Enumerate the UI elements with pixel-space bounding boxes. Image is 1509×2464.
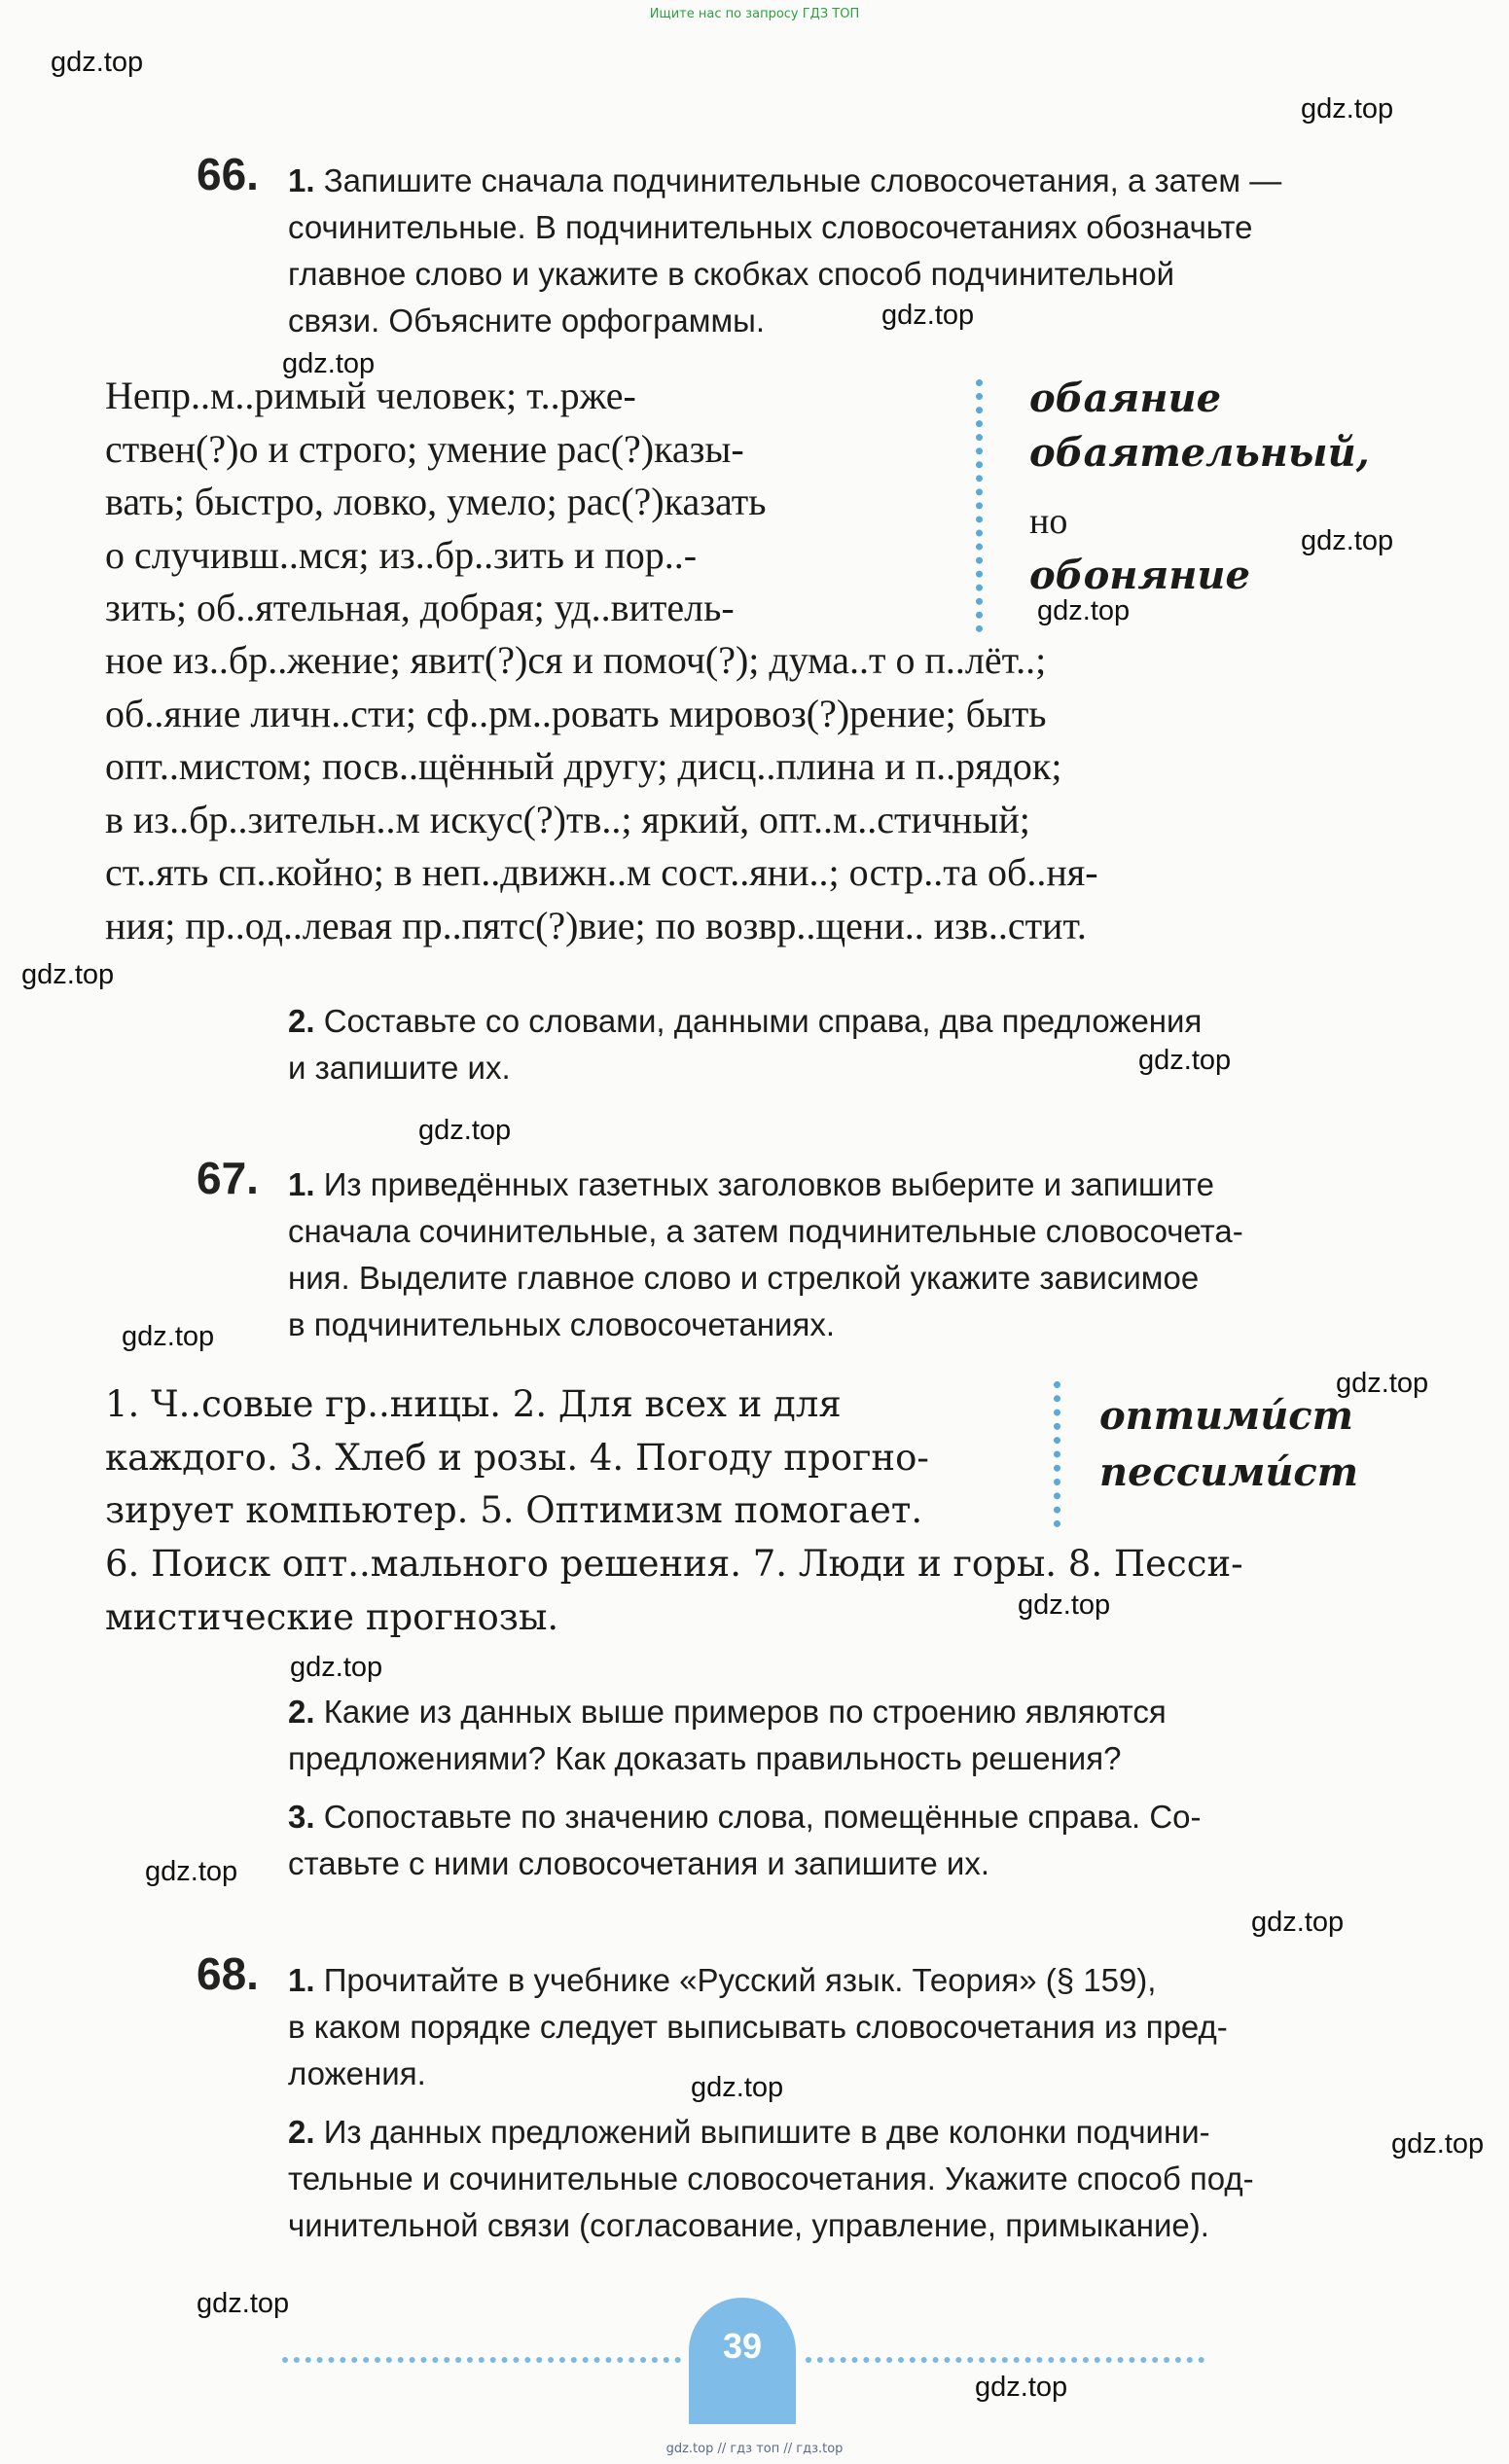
exercise-line: опт..мистом; посв..щённый другу; дисц..плина и п..рядок; bbox=[105, 744, 1062, 788]
headline-line: каждого. 3. Хлеб и розы. 4. Погоду прогно- bbox=[105, 1436, 929, 1479]
instruction-line bbox=[288, 2109, 1387, 2156]
exercise-line: ное из..бр..жение; явит(?)ся и помоч(?); дума..т о п..лёт..; bbox=[105, 638, 1047, 682]
watermark: gdz.top bbox=[21, 959, 115, 990]
exercise-line: ния; пр..од..левая пр..пятс(?)вие; по возвр..щени.. изв..стит. bbox=[105, 903, 1087, 947]
task-66-exercise-text-bottom bbox=[105, 634, 1385, 952]
headline-line: мистические прогнозы. bbox=[105, 1595, 559, 1638]
top-banner[interactable]: Ищите нас по запросу ГДЗ ТОП bbox=[649, 7, 860, 21]
side-word-obayatelny: обаятельный, bbox=[1029, 430, 1370, 476]
part-number: 1. bbox=[288, 1962, 315, 1998]
watermark: gdz.top bbox=[1301, 525, 1394, 556]
watermark: gdz.top bbox=[145, 1856, 238, 1887]
instruction-text: Из данных предложений выпишите в две колонки подчини- bbox=[323, 2114, 1210, 2150]
exercise-line: о случивш..мся; из..бр..зить и пор..- bbox=[105, 532, 698, 577]
instruction-line bbox=[288, 158, 1387, 204]
instruction-line: ложения. bbox=[288, 2055, 426, 2091]
part-number: 2. bbox=[288, 1003, 315, 1039]
instruction-line: сочинительные. В подчинительных словосочетаниях обозначьте bbox=[288, 209, 1253, 245]
watermark: gdz.top bbox=[1018, 1589, 1111, 1621]
task-67-headlines-top bbox=[105, 1378, 1010, 1538]
page-dots-right bbox=[806, 2357, 1204, 2363]
instruction-text: Прочитайте в учебнике «Русский язык. Теория» (§ 159), bbox=[323, 1962, 1157, 1998]
watermark: gdz.top bbox=[418, 1115, 512, 1146]
instruction-line: ставьте с ними словосочетания и запишите их. bbox=[288, 1845, 990, 1881]
instruction-line bbox=[288, 1689, 1387, 1735]
exercise-line: вать; быстро, ловко, умело; рас(?)казать bbox=[105, 480, 767, 523]
part-number: 1. bbox=[288, 162, 315, 198]
part-number: 2. bbox=[288, 2114, 315, 2150]
watermark: gdz.top bbox=[197, 2288, 290, 2319]
watermark: gdz.top bbox=[1301, 93, 1394, 125]
side-divider bbox=[976, 379, 983, 632]
exercise-line: в из..бр..зительн..м искус(?)тв..; яркий, опт..м..стичный; bbox=[105, 797, 1030, 841]
task-67-instruction-3 bbox=[288, 1794, 1387, 1887]
watermark: gdz.top bbox=[1251, 1907, 1345, 1938]
watermark: gdz.top bbox=[975, 2372, 1068, 2403]
instruction-line: сначала сочинительные, а затем подчинительные словосочета- bbox=[288, 1213, 1243, 1249]
task-67-instruction-1 bbox=[288, 1161, 1387, 1348]
instruction-text: Какие из данных выше примеров по строению являются bbox=[323, 1694, 1167, 1730]
instruction-line: чинительной связи (согласование, управление, примыкание). bbox=[288, 2207, 1209, 2243]
exercise-line: зить; об..ятельная, добрая; уд..витель- bbox=[105, 586, 735, 629]
headline-line: 1. Ч..совые гр..ницы. 2. Для всех и для bbox=[105, 1383, 842, 1425]
part-number: 2. bbox=[288, 1694, 315, 1730]
side-word-obayanie: обаяние bbox=[1029, 375, 1222, 421]
task-67-headlines-bottom bbox=[105, 1538, 1385, 1644]
instruction-line bbox=[288, 1957, 1387, 2004]
exercise-line: Непр..м..римый человек; т..рже- bbox=[105, 374, 636, 417]
instruction-text: Сопоставьте по значению слова, помещённые справа. Со- bbox=[323, 1799, 1202, 1835]
watermark: gdz.top bbox=[290, 1652, 383, 1683]
watermark: gdz.top bbox=[1138, 1045, 1232, 1076]
instruction-text: Запишите сначала подчинительные словосочетания, а затем — bbox=[323, 162, 1282, 198]
instruction-text: Из приведённых газетных заголовков выберите и запишите bbox=[323, 1166, 1215, 1202]
instruction-line: связи. Объясните орфограммы. bbox=[288, 303, 766, 339]
instruction-line: и запишите их. bbox=[288, 1050, 511, 1086]
side-word-pessimist: пессимúст bbox=[1099, 1449, 1359, 1495]
task-68-number: 68. bbox=[197, 1948, 259, 1999]
instruction-text: Составьте со словами, данными справа, два предложения bbox=[323, 1003, 1203, 1039]
headline-line: 6. Поиск опт..мального решения. 7. Люди и горы. 8. Песси- bbox=[105, 1543, 1243, 1585]
instruction-line bbox=[288, 1161, 1387, 1208]
instruction-line: тельные и сочинительные словосочетания. Укажите способ под- bbox=[288, 2160, 1254, 2196]
task-66-instruction-2 bbox=[288, 998, 1387, 1091]
task-67-number: 67. bbox=[197, 1153, 259, 1203]
instruction-line bbox=[288, 1794, 1387, 1840]
watermark: gdz.top bbox=[691, 2072, 784, 2103]
watermark: gdz.top bbox=[1336, 1368, 1429, 1399]
instruction-line bbox=[288, 998, 1387, 1045]
headline-line: зирует компьютер. 5. Оптимизм помогает. bbox=[105, 1489, 923, 1531]
watermark: gdz.top bbox=[51, 47, 144, 78]
task-68-instruction-1 bbox=[288, 1957, 1387, 2097]
page-dots-left bbox=[282, 2357, 681, 2363]
watermark: gdz.top bbox=[282, 348, 376, 379]
instruction-line: главное слово и укажите в скобках способ подчинительной bbox=[288, 256, 1175, 292]
part-number: 3. bbox=[288, 1799, 315, 1835]
task-66-exercise-text-top bbox=[105, 370, 927, 635]
exercise-line: ст..ять сп..койно; в неп..движн..м сост..яни..; остр..та об..ня- bbox=[105, 850, 1098, 894]
exercise-line: об..яние личн..сти; сф..рм..ровать мировоз(?)рение; быть bbox=[105, 691, 1047, 735]
instruction-line: в каком порядке следует выписывать словосочетания из пред- bbox=[288, 2009, 1228, 2045]
bottom-banner[interactable]: gdz.top // гдз топ // гдз.top bbox=[665, 2442, 844, 2456]
watermark: gdz.top bbox=[122, 1321, 215, 1352]
task-68-instruction-2 bbox=[288, 2109, 1387, 2249]
watermark: gdz.top bbox=[1037, 595, 1131, 626]
exercise-line: ствен(?)о и строго; умение рас(?)казы- bbox=[105, 426, 744, 471]
side-word-obonyanie: обоняние bbox=[1029, 553, 1250, 598]
part-number: 1. bbox=[288, 1166, 315, 1202]
side-word-no: но bbox=[1029, 501, 1068, 542]
side-word-optimist: оптимúст bbox=[1099, 1393, 1353, 1439]
watermark: gdz.top bbox=[881, 300, 975, 331]
task-66-number: 66. bbox=[197, 149, 259, 199]
task-67-instruction-2 bbox=[288, 1689, 1387, 1782]
instruction-line: в подчинительных словосочетаниях. bbox=[288, 1306, 836, 1342]
instruction-line: предложениями? Как доказать правильность решения? bbox=[288, 1740, 1122, 1776]
page-number: 39 bbox=[689, 2298, 796, 2424]
side-divider bbox=[1054, 1381, 1060, 1527]
instruction-line: ния. Выделите главное слово и стрелкой укажите зависимое bbox=[288, 1260, 1200, 1296]
watermark: gdz.top bbox=[1391, 2128, 1485, 2160]
task-66-instruction-1 bbox=[288, 158, 1387, 344]
